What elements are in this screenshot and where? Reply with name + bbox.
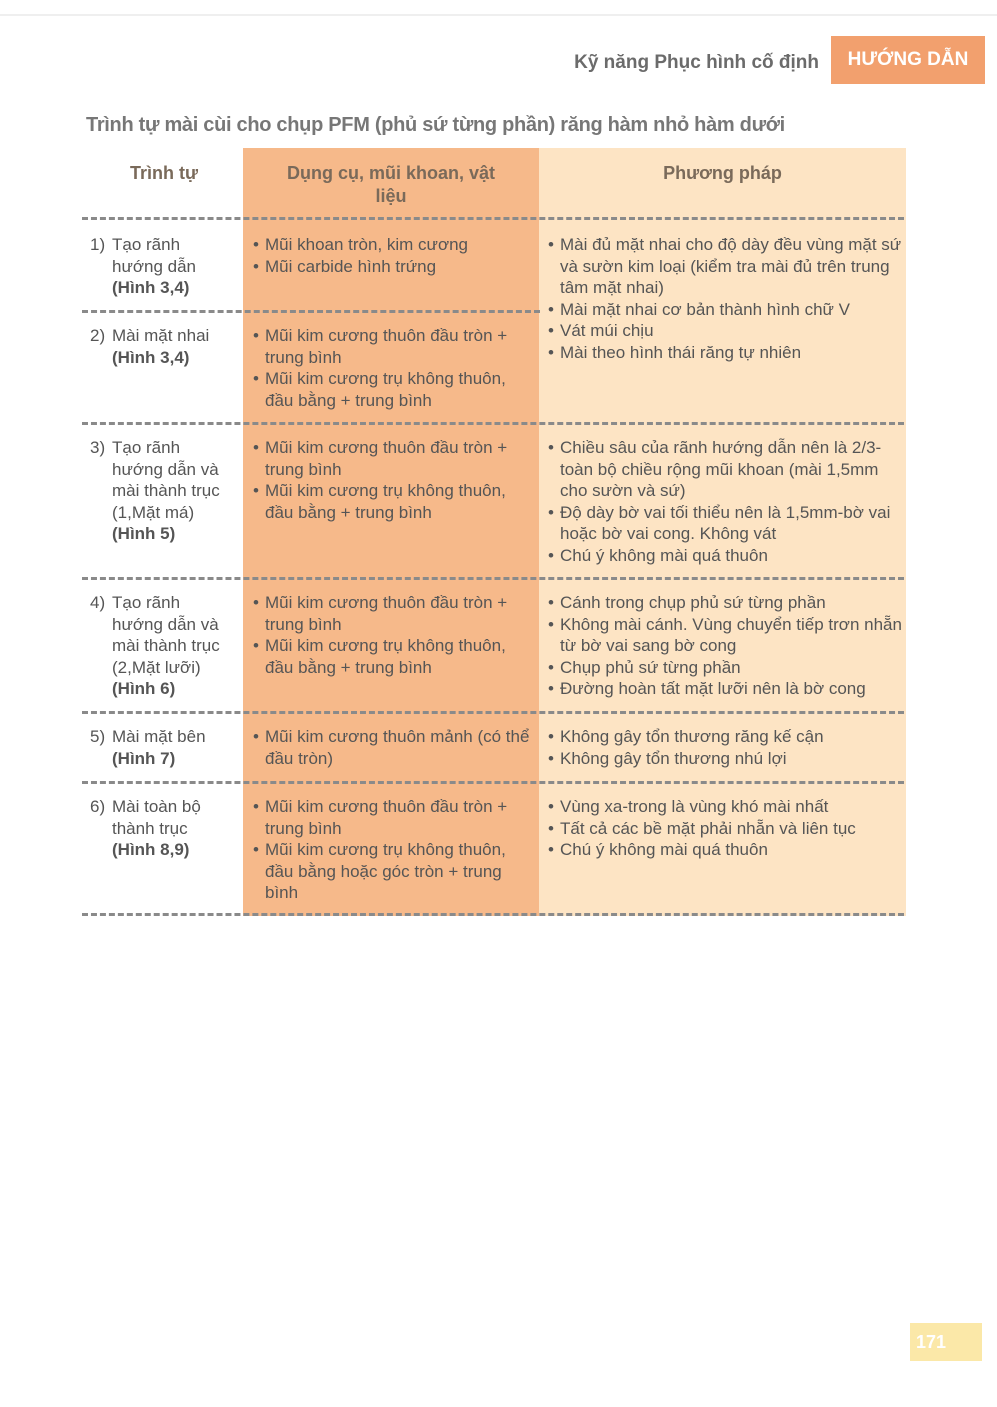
list-item: • Không gây tổn thương răng kế cận: [546, 726, 902, 748]
tools-cell: [251, 592, 533, 678]
methods-cell: [546, 234, 902, 363]
list-item: • Mũi kim cương thuôn đầu tròn + trung bình: [251, 796, 533, 839]
list-item: • Mũi kim cương trụ không thuôn, đầu bằng + trung bình: [251, 368, 533, 411]
column-header-tools: Dụng cụ, mũi khoan, vật liệu: [286, 163, 496, 206]
tools-cell: [251, 325, 533, 411]
methods-cell: [546, 437, 902, 566]
table-row-label: 6) Mài toàn bộ thành trục (Hình 8,9): [90, 797, 201, 859]
list-item: • Chiều sâu của rãnh hướng dẫn nên là 2/3-toàn bộ chiều rộng mũi khoan (mài 1,5mm cho sườn và sứ): [546, 437, 902, 502]
top-rule: [0, 14, 997, 16]
row-separator: [82, 422, 904, 425]
row-separator: [82, 310, 540, 313]
list-item: • Chú ý không mài quá thuôn: [546, 545, 902, 567]
table-row-label: 4) Tạo rãnh hướng dẫn và mài thành trục (2,Mặt lưỡi) (Hình 6): [90, 593, 220, 698]
list-item: • Không mài cánh. Vùng chuyển tiếp trơn nhẵn từ bờ vai sang bờ cong: [546, 614, 902, 657]
chapter-title: Kỹ năng Phục hình cố định: [574, 52, 819, 73]
row-separator: [82, 577, 904, 580]
row-separator: [82, 781, 904, 784]
list-item: • Mũi kim cương thuôn đầu tròn + trung bình: [251, 325, 533, 368]
list-item: • Không gây tổn thương nhú lợi: [546, 748, 902, 770]
row-separator: [82, 217, 904, 220]
list-item: • Cánh trong chụp phủ sứ từng phần: [546, 592, 902, 614]
list-item: • Mài đủ mặt nhai cho độ dày đều vùng mặt sứ và sườn kim loại (kiểm tra mài đủ trên trung tâm mặt nhai): [546, 234, 902, 299]
list-item: • Mài theo hình thái răng tự nhiên: [546, 342, 902, 364]
table-row-label: 3) Tạo rãnh hướng dẫn và mài thành trục (1,Mặt má) (Hình 5): [90, 438, 220, 543]
tools-cell: [251, 234, 533, 277]
methods-cell: [546, 796, 902, 861]
methods-cell: [546, 726, 902, 769]
page-number: 171: [910, 1323, 982, 1361]
list-item: • Vát múi chịu: [546, 320, 902, 342]
table-title: Trình tự mài cùi cho chụp PFM (phủ sứ từng phần) răng hàm nhỏ hàm dưới: [86, 114, 785, 136]
list-item: • Vùng xa-trong là vùng khó mài nhất: [546, 796, 902, 818]
list-item: • Tất cả các bề mặt phải nhẵn và liên tục: [546, 818, 902, 840]
table-row-label: 5) Mài mặt bên (Hình 7): [90, 727, 206, 768]
column-header-sequence: Trình tự: [129, 163, 199, 183]
list-item: • Mũi khoan tròn, kim cương: [251, 234, 533, 256]
table-row-label: 2) Mài mặt nhai (Hình 3,4): [90, 326, 210, 367]
tools-cell: [251, 796, 533, 904]
list-item: • Đường hoàn tất mặt lưỡi nên là bờ cong: [546, 678, 902, 700]
list-item: • Mài mặt nhai cơ bản thành hình chữ V: [546, 299, 902, 321]
section-badge: HƯỚNG DẪN: [831, 36, 985, 84]
list-item: • Mũi kim cương thuôn mảnh (có thể đầu tròn): [251, 726, 533, 769]
column-header-methods: Phương pháp: [663, 163, 782, 183]
row-separator: [82, 913, 904, 916]
list-item: • Mũi kim cương trụ không thuôn, đầu bằng hoặc góc tròn + trung bình: [251, 839, 533, 904]
list-item: • Chú ý không mài quá thuôn: [546, 839, 902, 861]
table-row-label: 1) Tạo rãnh hướng dẫn (Hình 3,4): [90, 235, 196, 297]
list-item: • Mũi carbide hình trứng: [251, 256, 533, 278]
methods-cell: [546, 592, 902, 700]
row-separator: [82, 711, 904, 714]
tools-cell: [251, 726, 533, 769]
list-item: • Chụp phủ sứ từng phần: [546, 657, 902, 679]
tools-cell: [251, 437, 533, 523]
list-item: • Mũi kim cương trụ không thuôn, đầu bằng + trung bình: [251, 480, 533, 523]
list-item: • Mũi kim cương trụ không thuôn, đầu bằng + trung bình: [251, 635, 533, 678]
list-item: • Độ dày bờ vai tối thiểu nên là 1,5mm-bờ vai hoặc bờ vai cong. Không vát: [546, 502, 902, 545]
list-item: • Mũi kim cương thuôn đầu tròn + trung bình: [251, 592, 533, 635]
list-item: • Mũi kim cương thuôn đầu tròn + trung bình: [251, 437, 533, 480]
